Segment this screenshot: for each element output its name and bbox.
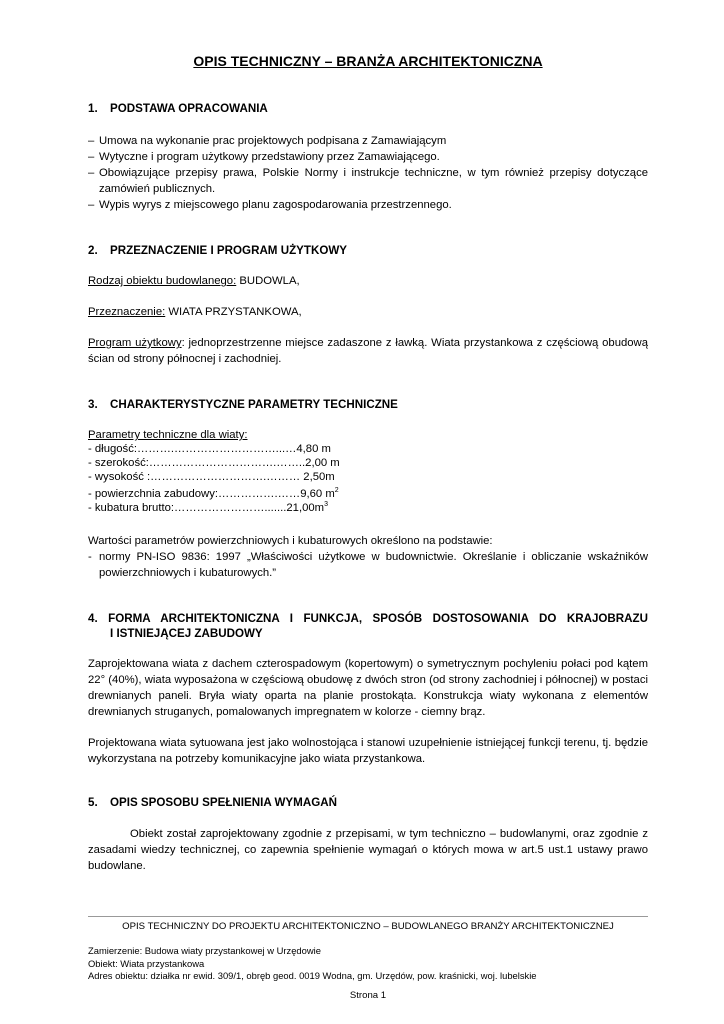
param-area: - powierzchnia zabudowy:…………….……9,60 $m^2$ [88,487,339,500]
dash-bullet: - [88,551,92,563]
values-basis-intro: Wartości parametrów powierzchniowych i kubaturowych określono na podstawie: [88,535,493,547]
list-item: – Wypis wyrys z miejscowego planu zagospodarowania przestrzennego. [88,199,452,211]
section-4-paragraph-2: Projektowana wiata sytuowana jest jako wolnostojąca i stanowi uzupełnienie istniejącej funkcji terenu, tj. będzie wykorzystana na potrzeby komunikacyjne jako wiata przystankowa. [88,737,648,765]
param-volume: - kubatura $brutto:\dots\dots\dots\dots\dots\dots\dots\dots.......21,00m^3$ [88,501,328,514]
list-item: – Obowiązujące przepisy prawa, Polskie Normy i instrukcje techniczne, w tym również przepisy dotyczące zamówień publicznych. [88,167,648,195]
dash-bullet: – [88,167,95,179]
section-5-number: 5. [88,796,98,809]
section-1-heading [88,102,268,115]
footer-address: Adres obiektu: działka nr ewid. 309/1, obręb geod. 0019 Wodna, gm. Urzędów, pow. kraśnicki, woj. lubelskie [88,970,537,981]
superscript: 3 [324,501,328,508]
dash-bullet: – [88,151,95,163]
section-2-heading [88,244,347,257]
object-type-line [88,273,300,289]
norm-reference [88,549,648,581]
section-5-heading [88,796,337,809]
footer-title: OPIS TECHNICZNY DO PROJEKTU ARCHITEKTONICZNO – BUDOWLANEGO BRANŻY ARCHITEKTONICZNEJ [122,921,614,932]
parameters-label: Parametry techniczne dla wiaty: [88,429,248,441]
section-2-title: PRZEZNACZENIE I PROGRAM UŻYTKOWY [110,244,348,257]
footer-meta [88,945,537,983]
section-1-list [88,133,648,213]
object-type-label: Rodzaj obiektu budowlanego: [88,275,237,287]
list-item: – Umowa na wykonanie prac projektowych podpisana z Zamawiającym [88,135,447,147]
dash-bullet: – [88,199,95,211]
section-1-title: PODSTAWA OPRACOWANIA [110,102,268,115]
program-label: Program użytkowy [88,337,182,349]
program-paragraph [88,335,648,367]
dash-bullet: – [88,135,95,147]
footer-object: Obiekt: Wiata przystankowa [88,957,205,969]
purpose-line [88,304,302,320]
section-3-number: 3. [88,398,98,411]
list-item: – Wytyczne i program użytkowy przedstawiony przez Zamawiającego. [88,151,440,163]
list-item: - normy PN-ISO 9836: 1997 „Właściwości użytkowe w budownictwie. Określanie i obliczanie wskaźników powierzchniowych i kubaturowych.” [88,551,648,579]
section-5-title: OPIS SPOSOBU SPEŁNIENIA WYMAGAŃ [110,796,337,809]
param-height: - wysokość :………………………….……… 2,50m [88,471,335,483]
section-4-title-line-1: 4. FORMA ARCHITEKTONICZNA I FUNKCJA, SPOSÓB DOSTOSOWANIA DO KRAJOBRAZU [88,612,648,625]
document-title: OPIS TECHNICZNY – BRANŻA ARCHITEKTONICZNA [193,53,543,69]
object-type-value: BUDOWLA, [236,275,300,287]
purpose-value: WIATA PRZYSTANKOWA, [165,306,302,318]
param-width: - szerokość:…………………………….……..2,00 m [88,457,340,469]
section-4-paragraph-1: Zaprojektowana wiata z dachem czterospadowym (kopertowym) o symetrycznym pochyleniu połaci pod kątem 22° (40%), wiata wyposażona w częściową obudowę z dwóch stron (od strony zachodniej i północnej) w postaci drewnianych paneli. Bryła wiaty oparta na planie prostokąta. Konstrukcja wiaty wykonana z elementów drewnianych struganych, pomalowanych impregnatem w kolorze - ciemny brąz. [88,658,648,718]
footer-project: Zamierzenie: Budowa wiaty przystankowej w Urzędowie [88,945,321,956]
program-value: : jednoprzestrzenne miejsce zadaszone z ławką. Wiata przystankowa z częściową obudową ścian od strony północnej i zachodniej. [88,337,648,365]
footer-divider [88,916,648,917]
page-number: Strona 1 [349,990,387,1001]
section-3-heading [88,398,398,411]
section-4-title-line-2: I ISTNIEJĄCEJ ZABUDOWY [110,627,263,640]
parameters-block [88,428,340,512]
section-5-paragraph: Obiekt został zaprojektowany zgodnie z przepisami, w tym techniczno – budowlanymi, oraz zgodnie z zasadami wiedzy technicznej, co zapewnia spełnienie wymagań o których mowa w art.5 ust.1 ustawy prawo budowlane. [88,828,648,872]
section-1-number: 1. [88,102,98,115]
param-length: - długość:……….………………………...…4,80 m [88,443,331,455]
section-3-title: CHARAKTERYSTYCZNE PARAMETRY TECHNICZNE [110,398,398,411]
section-2-number: 2. [88,244,98,257]
purpose-label: Przeznaczenie: [88,306,166,318]
section-4-heading [88,611,648,641]
superscript: 2 [334,487,339,494]
